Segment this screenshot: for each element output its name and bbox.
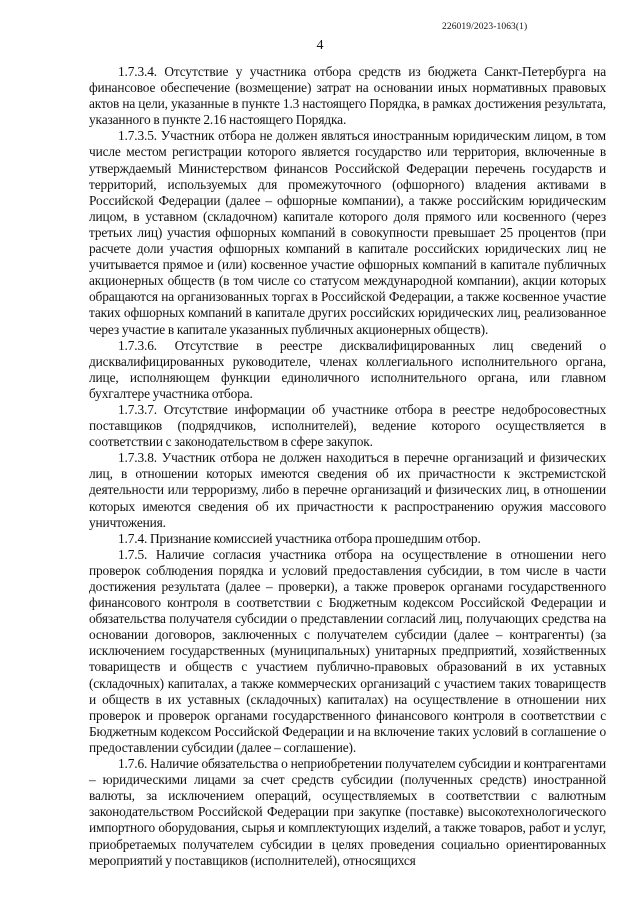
paragraph-1-7-3-8: 1.7.3.8. Участник отбора не должен находиться в перечне организаций и физических лиц, в отношении которых имеются сведения об их причастности к экстремистской деятельности или терроризму, либо в перечне организаций и физических лиц, в отношении которых имеются сведения об их причастности к распространению оружия массового уничтожения.: [89, 450, 606, 530]
paragraph-1-7-3-4: 1.7.3.4. Отсутствие у участника отбора средств из бюджета Санкт-Петербурга на финансовое обеспечение (возмещение) затрат на основании иных нормативных правовых актов на цели, указанные в пункте 1.3 настоящего Порядка, в рамках достижения результата, указанного в пункте 2.16 настоящего Порядка.: [89, 64, 606, 128]
document-registration-number: 226019/2023-1063(1): [442, 22, 528, 32]
paragraph-1-7-3-5: 1.7.3.5. Участник отбора не должен являться иностранным юридическим лицом, в том числе местом регистрации которого является государство или территория, включенные в утверждаемый Министерством финансов Российской Федерации перечень государств и территорий, используемых для промежуточного (офшорного) владения активами в Российской Федерации (далее – офшорные компании), а также российским юридическим лицом, в уставном (складочном) капитале которого доля прямого или косвенного (через третьих лиц) участия офшорных компаний в совокупности превышает 25 процентов (при расчете доли участия офшорных компаний в капитале российских юридических лиц не учитывается прямое и (или) косвенное участие офшорных компаний в капитале публичных акционерных обществ (в том числе со статусом международной компании), акции которых обращаются на организованных торгах в Российской Федерации, а также косвенное участие таких офшорных компаний в капитале других российских юридических лиц, реализованное через участие в капитале указанных публичных акционерных обществ).: [89, 128, 606, 337]
paragraph-1-7-5: 1.7.5. Наличие согласия участника отбора на осуществление в отношении него проверок соблюдения порядка и условий предоставления субсидии, в том числе в части достижения результата (далее – проверки), а также проверок органами государственного финансового контроля в соответствии с Бюджетным кодексом Российской Федерации и обязательства получателя субсидии о представлении согласий лиц, получающих средства на основании договоров, заключенных с получателем субсидии (далее – контрагенты) (за исключением государственных (муниципальных) унитарных предприятий, хозяйственных товариществ и обществ с участием публично-правовых образований в их уставных (складочных) капиталах, а также коммерческих организаций с участием таких товариществ и обществ в их уставных (складочных) капиталах) на осуществление в отношении них проверок и проверок органами государственного финансового контроля в соответствии с Бюджетным кодексом Российской Федерации и на включение таких условий в соглашение о предоставлении субсидии (далее – соглашение).: [89, 546, 606, 755]
page-number: 4: [316, 38, 324, 53]
paragraph-1-7-4: 1.7.4. Признание комиссией участника отбора прошедшим отбор.: [118, 530, 481, 546]
paragraph-1-7-3-6: 1.7.3.6. Отсутствие в реестре дисквалифицированных лиц сведений о дисквалифицированных руководителе, членах коллегиального исполнительного органа, лице, исполняющем функции единоличного исполнительного органа, или главном бухгалтере участника отбора.: [89, 337, 606, 401]
paragraph-1-7-3-7: 1.7.3.7. Отсутствие информации об участнике отбора в реестре недобросовестных поставщиков (подрядчиков, исполнителей), ведение которого осуществляется в соответствии с законодательством в сфере закупок.: [89, 401, 606, 450]
paragraph-1-7-6: 1.7.6. Наличие обязательства о неприобретении получателем субсидии и контрагентами – юридическими лицами за счет средств субсидии (полученных средств) иностранной валюты, за исключением операций, осуществляемых в соответствии с валютным законодательством Российской Федерации при закупке (поставке) высокотехнологического импортного оборудования, сырья и комплектующих изделий, а также товаров, работ и услуг, приобретаемых получателем субсидии в целях проведения социально ориентированных мероприятий у поставщиков (исполнителей), относящихся: [89, 756, 606, 868]
document-body: [89, 64, 606, 869]
